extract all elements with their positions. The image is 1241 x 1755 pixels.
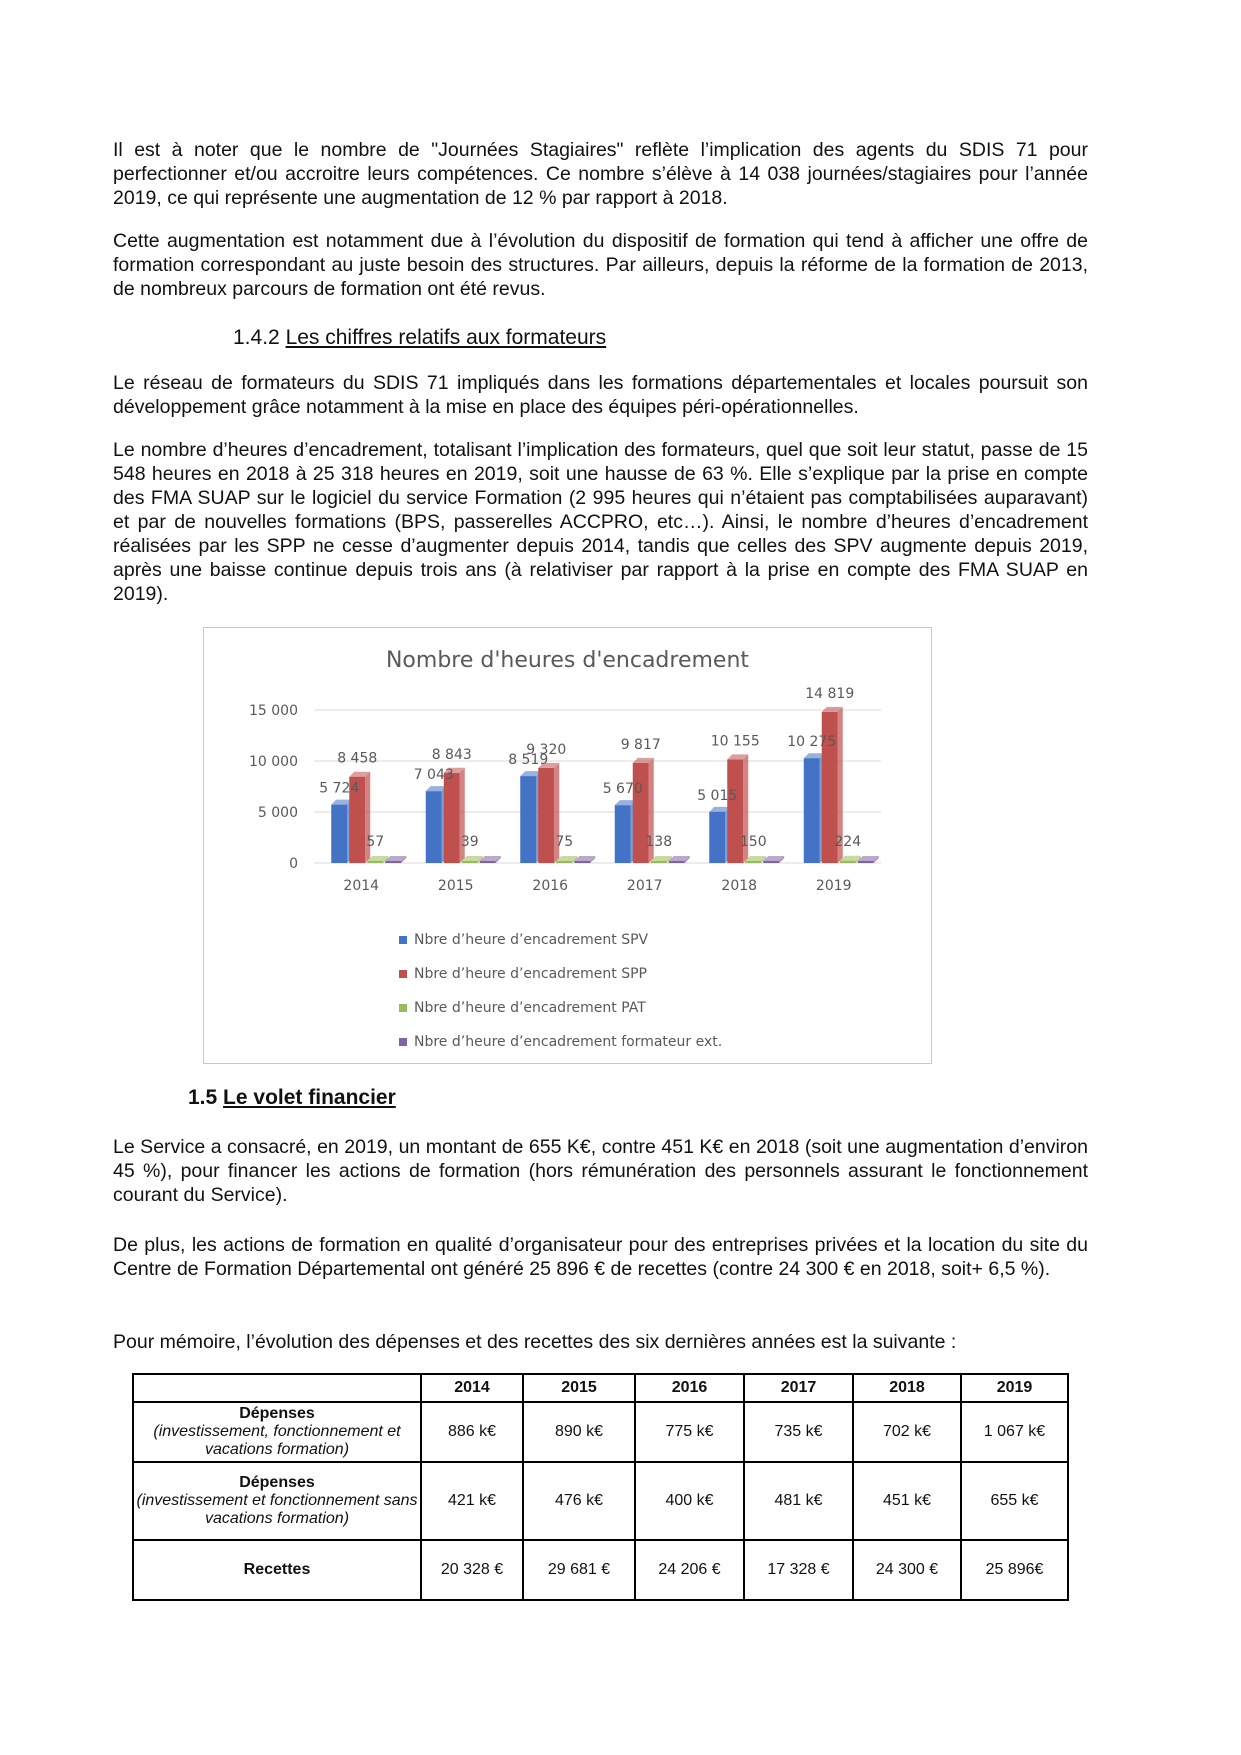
- bar-chart: [204, 628, 931, 918]
- legend-label: Nbre d’heure d’encadrement SPV: [414, 932, 649, 948]
- data-label: 150: [739, 834, 767, 850]
- data-label: 5 724: [319, 780, 360, 797]
- paragraph-heures-encadrement: Le nombre d’heures d’encadrement, totalisant l’implication des formateurs, quel que soit leur statut, passe de 15 548 heures en 2018 à 25 318 heures en 2019, soit une hausse de 63 %. Elle s’explique par la prise en compte des FMA SUAP sur le logiciel du service Formation (2 995 heures qui n’étaient pas comptabilisées auparavant) et par de nouvelles formations (BPS, passerelles ACCPRO, etc…). Ainsi, le nombre d’heures d’encadrement réalisées par les SPP ne cesse d’augmenter depuis 2014, tandis que celles des SPV augmente depuis 2019, après une baisse continue depuis trois ans (à relativiser par rapport à la prise en compte des FMA SUAP en 2019).: [113, 439, 1088, 605]
- x-tick-label: 2019: [815, 878, 852, 894]
- table-cell: 400 k€: [635, 1462, 744, 1540]
- row-title: Dépenses: [239, 1474, 315, 1491]
- paragraph-augmentation: Cette augmentation est notamment due à l’évolution du dispositif de formation qui tend à afficher une offre de formation correspondant au juste besoin des structures. Par ailleurs, depuis la réforme de la formation de 2013, de nombreux parcours de formation ont été revus.: [113, 230, 1088, 300]
- row-label: [133, 1402, 421, 1462]
- row-label: [133, 1540, 421, 1600]
- data-label: 5 670: [602, 781, 643, 798]
- data-label: 224: [834, 834, 862, 850]
- section-heading: [188, 1086, 396, 1110]
- table-cell: 451 k€: [853, 1462, 961, 1540]
- legend-swatch: [399, 970, 407, 978]
- row-subtitle: (investissement et fonctionnement sans vacations formation): [136, 1492, 418, 1527]
- legend-item: [399, 957, 722, 991]
- bar: [858, 861, 874, 863]
- table-cell: 886 k€: [421, 1402, 523, 1462]
- data-label: 8 458: [337, 750, 378, 767]
- legend-label: Nbre d’heure d’encadrement SPP: [414, 966, 647, 982]
- row-subtitle: (investissement, fonctionnement et vacations formation): [153, 1423, 401, 1458]
- bar: [840, 861, 856, 863]
- chart-title: Nombre d'heures d'encadrement: [385, 648, 750, 673]
- legend-label: Nbre d’heure d’encadrement PAT: [414, 1000, 646, 1016]
- finance-table: [132, 1373, 1069, 1601]
- data-label: 75: [555, 834, 574, 850]
- table-cell: 476 k€: [523, 1462, 635, 1540]
- table-row: [133, 1540, 1068, 1600]
- bar: [444, 773, 460, 863]
- bar: [615, 805, 631, 863]
- subsection-title: Les chiffres relatifs aux formateurs: [285, 326, 607, 349]
- paragraph-reseau-formateurs: Le réseau de formateurs du SDIS 71 impliqués dans les formations départementales et locales poursuit son développement grâce notamment à la mise en place des équipes péri-opérationnelles.: [113, 372, 1088, 418]
- table-header-cell: 2016: [635, 1374, 744, 1402]
- table-cell: 735 k€: [744, 1402, 853, 1462]
- table-cell: 17 328 €: [744, 1540, 853, 1600]
- table-header-row: [133, 1374, 1068, 1402]
- bar: [804, 758, 820, 863]
- legend-item: [399, 1025, 722, 1059]
- table-header-cell: 2018: [853, 1374, 961, 1402]
- bar: [367, 861, 383, 863]
- paragraph-recettes: De plus, les actions de formation en qualité d’organisateur pour des entreprises privées et la location du site du Centre de Formation Départemental ont généré 25 896 € de recettes (contre 24 300 € en 2018, soit+ 6,5 %).: [113, 1234, 1088, 1280]
- paragraph-journees-stagiaires: Il est à noter que le nombre de "Journées Stagiaires" reflète l’implication des agents du SDIS 71 pour perfectionner et/ou accroitre leurs compétences. Ce nombre s’élève à 14 038 journées/stagiaires pour l’année 2019, ce qui représente une augmentation de 12 % par rapport à 2018.: [113, 139, 1088, 209]
- y-tick-label: 10 000: [249, 754, 298, 770]
- legend-swatch: [399, 1004, 407, 1012]
- bar: [556, 861, 572, 863]
- paragraph-budget: Le Service a consacré, en 2019, un montant de 655 K€, contre 451 K€ en 2018 (soit une augmentation d’environ 45 %), pour financer les actions de formation (hors rémunération des personnels assurant le fonctionnement courant du Service).: [113, 1136, 1088, 1206]
- bar: [520, 776, 536, 863]
- section-number: 1.5: [188, 1086, 218, 1109]
- bar: [331, 805, 347, 863]
- data-label: 138: [645, 834, 673, 850]
- bar: [651, 861, 667, 863]
- data-label: 9 817: [620, 736, 661, 753]
- table-cell: 481 k€: [744, 1462, 853, 1540]
- x-tick-label: 2018: [721, 878, 758, 894]
- table-header-cell: 2014: [421, 1374, 523, 1402]
- bar: [669, 861, 685, 863]
- table-cell: 890 k€: [523, 1402, 635, 1462]
- table-cell: 775 k€: [635, 1402, 744, 1462]
- row-title: Dépenses: [239, 1405, 315, 1422]
- bar: [538, 768, 554, 863]
- table-header-cell: 2019: [961, 1374, 1068, 1402]
- legend-item: [399, 923, 722, 957]
- table-cell: 1 067 k€: [961, 1402, 1068, 1462]
- data-label: 39: [460, 834, 479, 850]
- table-cell: 702 k€: [853, 1402, 961, 1462]
- subsection-heading: [233, 326, 606, 350]
- paragraph-pour-memoire: Pour mémoire, l’évolution des dépenses et des recettes des six dernières années est la suivante :: [113, 1331, 957, 1353]
- data-label: 9 320: [526, 741, 567, 758]
- x-tick-label: 2014: [343, 878, 380, 894]
- bar: [385, 861, 401, 863]
- x-tick-label: 2017: [626, 878, 663, 894]
- bar: [709, 812, 725, 863]
- table-cell: 20 328 €: [421, 1540, 523, 1600]
- data-label: 57: [366, 834, 385, 850]
- row-title: Recettes: [243, 1561, 311, 1578]
- table-cell: 24 206 €: [635, 1540, 744, 1600]
- data-label: 8 519: [508, 752, 549, 769]
- data-label: 14 819: [805, 685, 855, 702]
- table-cell: 24 300 €: [853, 1540, 961, 1600]
- table-header-cell: 2015: [523, 1374, 635, 1402]
- data-label: 7 043: [413, 767, 454, 784]
- bar: [462, 861, 478, 863]
- chart-frame: [203, 627, 932, 1064]
- subsection-number: 1.4.2: [233, 326, 280, 349]
- data-label: 5 015: [697, 787, 738, 804]
- table-cell: 421 k€: [421, 1462, 523, 1540]
- y-tick-label: 0: [289, 856, 298, 872]
- bar: [426, 791, 442, 863]
- row-label: [133, 1462, 421, 1540]
- bar: [574, 861, 590, 863]
- bar: [763, 861, 779, 863]
- x-tick-label: 2016: [532, 878, 569, 894]
- data-label: 8 843: [431, 746, 472, 763]
- chart-legend: [399, 923, 722, 1059]
- legend-item: [399, 991, 722, 1025]
- data-label: 10 275: [787, 734, 837, 751]
- y-tick-label: 5 000: [257, 805, 298, 821]
- table-row: [133, 1462, 1068, 1540]
- table-cell: 29 681 €: [523, 1540, 635, 1600]
- table-row: [133, 1402, 1068, 1462]
- legend-swatch: [399, 936, 407, 944]
- data-label: 10 155: [710, 733, 760, 750]
- table-cell: 25 896€: [961, 1540, 1068, 1600]
- table-cell: 655 k€: [961, 1462, 1068, 1540]
- y-tick-label: 15 000: [249, 703, 298, 719]
- section-title: Le volet financier: [223, 1086, 396, 1109]
- x-tick-label: 2015: [437, 878, 474, 894]
- table-header-cell: 2017: [744, 1374, 853, 1402]
- legend-swatch: [399, 1038, 407, 1046]
- legend-label: Nbre d’heure d’encadrement formateur ext.: [414, 1034, 723, 1050]
- bar: [480, 861, 496, 863]
- bar: [745, 861, 761, 863]
- table-header-cell: [133, 1374, 421, 1402]
